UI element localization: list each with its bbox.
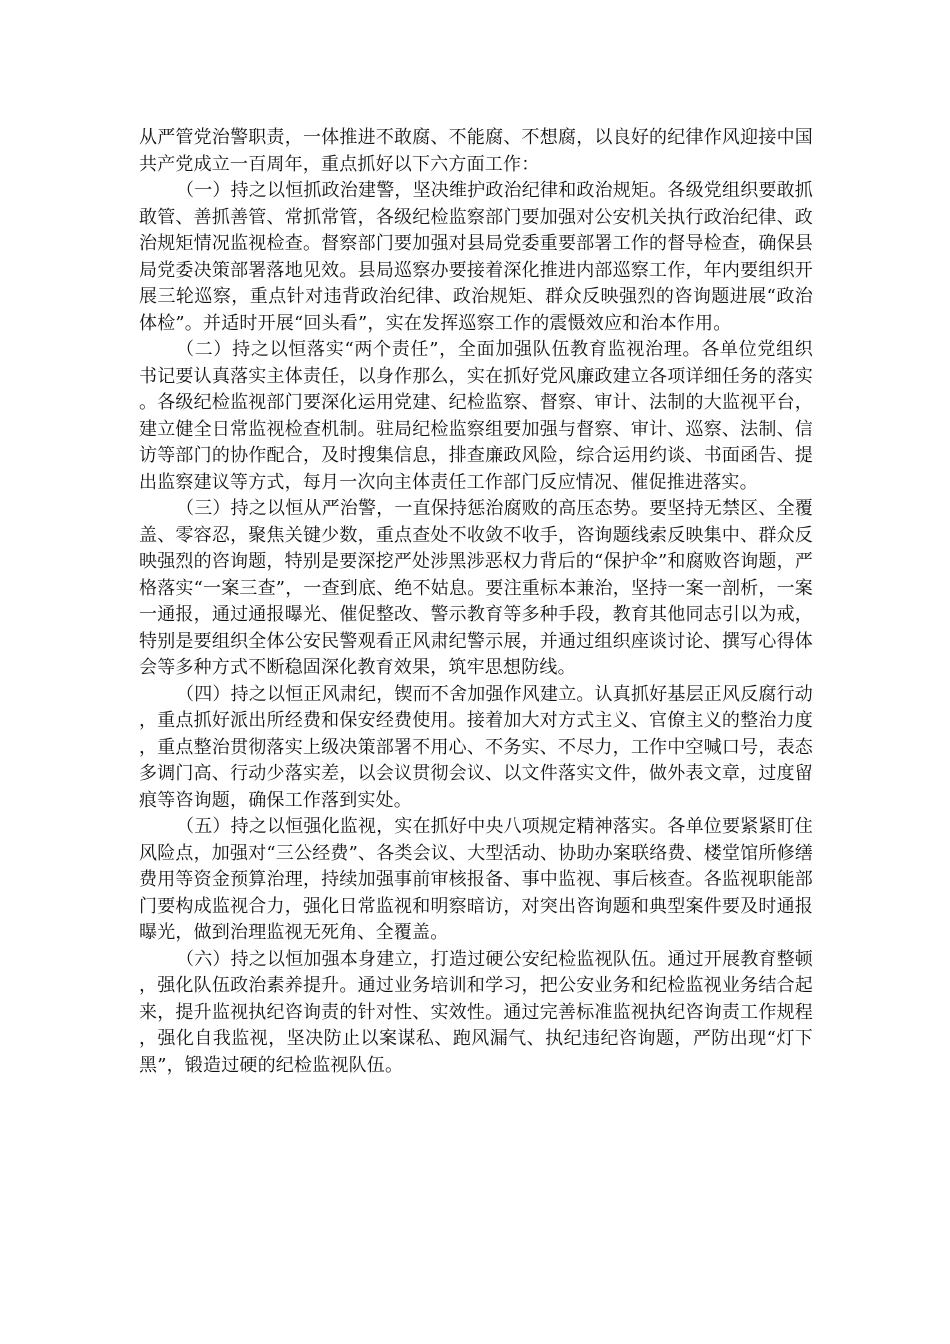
paragraph-section-1: （一）持之以恒抓政治建警，坚决维护政治纪律和政治规矩。各级党组织要敢抓敢管、善抓善管、常抓常管，各级纪检监察部门要加强对公安机关执行政治纪律、政治规矩情况监视检查。督察部门要加强对县局党委重要部署工作的督导检查，确保县局党委决策部署落地见效。县局巡察办要接着深化推进内部巡察工作，年内要组织开展三轮巡察，重点针对违背政治纪律、政治规矩、群众反映强烈的咨询题进展“政治体检”。并适时开展“回头看”，实在发挥巡察工作的震慑效应和治本作用。 [139,180,813,334]
paragraph-section-5: （五）持之以恒强化监视，实在抓好中央八项规定精神落实。各单位要紧紧盯住风险点，加强对“三公经费”、各类会议、大型活动、协助办案联络费、楼堂馆所修缮费用等资金预算治理，持续加强事前审核报备、事中监视、事后核查。各监视职能部门要构成监视合力，强化日常监视和明察暗访，对突出咨询题和典型案件要及时通报曝光，做到治理监视无死角、全覆盖。 [139,816,814,943]
paragraph-section-4: （四）持之以恒正风肃纪，锲而不舍加强作风建立。认真抓好基层正风反腐行动，重点抓好派出所经费和保安经费使用。接着加大对方式主义、官僚主义的整治力度，重点整治贯彻落实上级决策部署不用心、不务实、不尽力，工作中空喊口号，表态多调门高、行动少落实差，以会议贯彻会议、以文件落实文件，做外表文章，过度留痕等咨询题，确保工作落到实处。 [139,683,813,811]
paragraph-section-3: （三）持之以恒从严治警，一直保持惩治腐败的高压态势。要坚持无禁区、全覆盖、零容忍，聚焦关键少数，重点查处不收敛不收手，咨询题线索反映集中、群众反映强烈的咨询题，特别是要深挖严处涉黑涉恶权力背后的“保护伞”和腐败咨询题，严格落实“一案三查”，一查到底、绝不姑息。要注重标本兼治，坚持一案一剖析，一案一通报，通过通报曝光、催促整改、警示教育等多种手段，教育其他同志引以为戒，特别是要组织全体公安民警观看正风肃纪警示展，并通过组织座谈讨论、撰写心得体会等多种方式不断稳固深化教育效果，筑牢思想防线。 [139,498,814,678]
paragraph-section-6: （六）持之以恒加强本身建立，打造过硬公安纪检监视队伍。通过开展教育整顿，强化队伍政治素养提升。通过业务培训和学习，把公安业务和纪检监视业务结合起来，提升监视执纪咨询责的针对性、实效性。通过完善标准监视执纪咨询责工作规程，强化自我监视，坚决防止以案谋私、跑风漏气、执纪违纪咨询题，严防出现“灯下黑”，锻造过硬的纪检监视队伍。 [139,948,813,1076]
paragraph-intro: 从严管党治警职责，一体推进不敢腐、不能腐、不想腐，以良好的纪律作风迎接中国共产党成立一百周年，重点抓好以下六方面工作： [139,127,813,175]
document-body [139,125,813,1079]
paragraph-section-2: （二）持之以恒落实“两个责任”，全面加强队伍教育监视治理。各单位党组织书记要认真落实主体责任，以身作那么，实在抓好党风廉政建立各项详细任务的落实。各级纪检监视部门要深化运用党建、纪检监察、督察、审计、法制的大监视平台，建立健全日常监视检查机制。驻局纪检监察组要加强与督察、审计、巡察、法制、信访等部门的协作配合，及时搜集信息，排查廉政风险，综合运用约谈、书面函告、提出监察建议等方式，每月一次向主体责任工作部门反应情况、催促推进落实。 [139,339,813,493]
